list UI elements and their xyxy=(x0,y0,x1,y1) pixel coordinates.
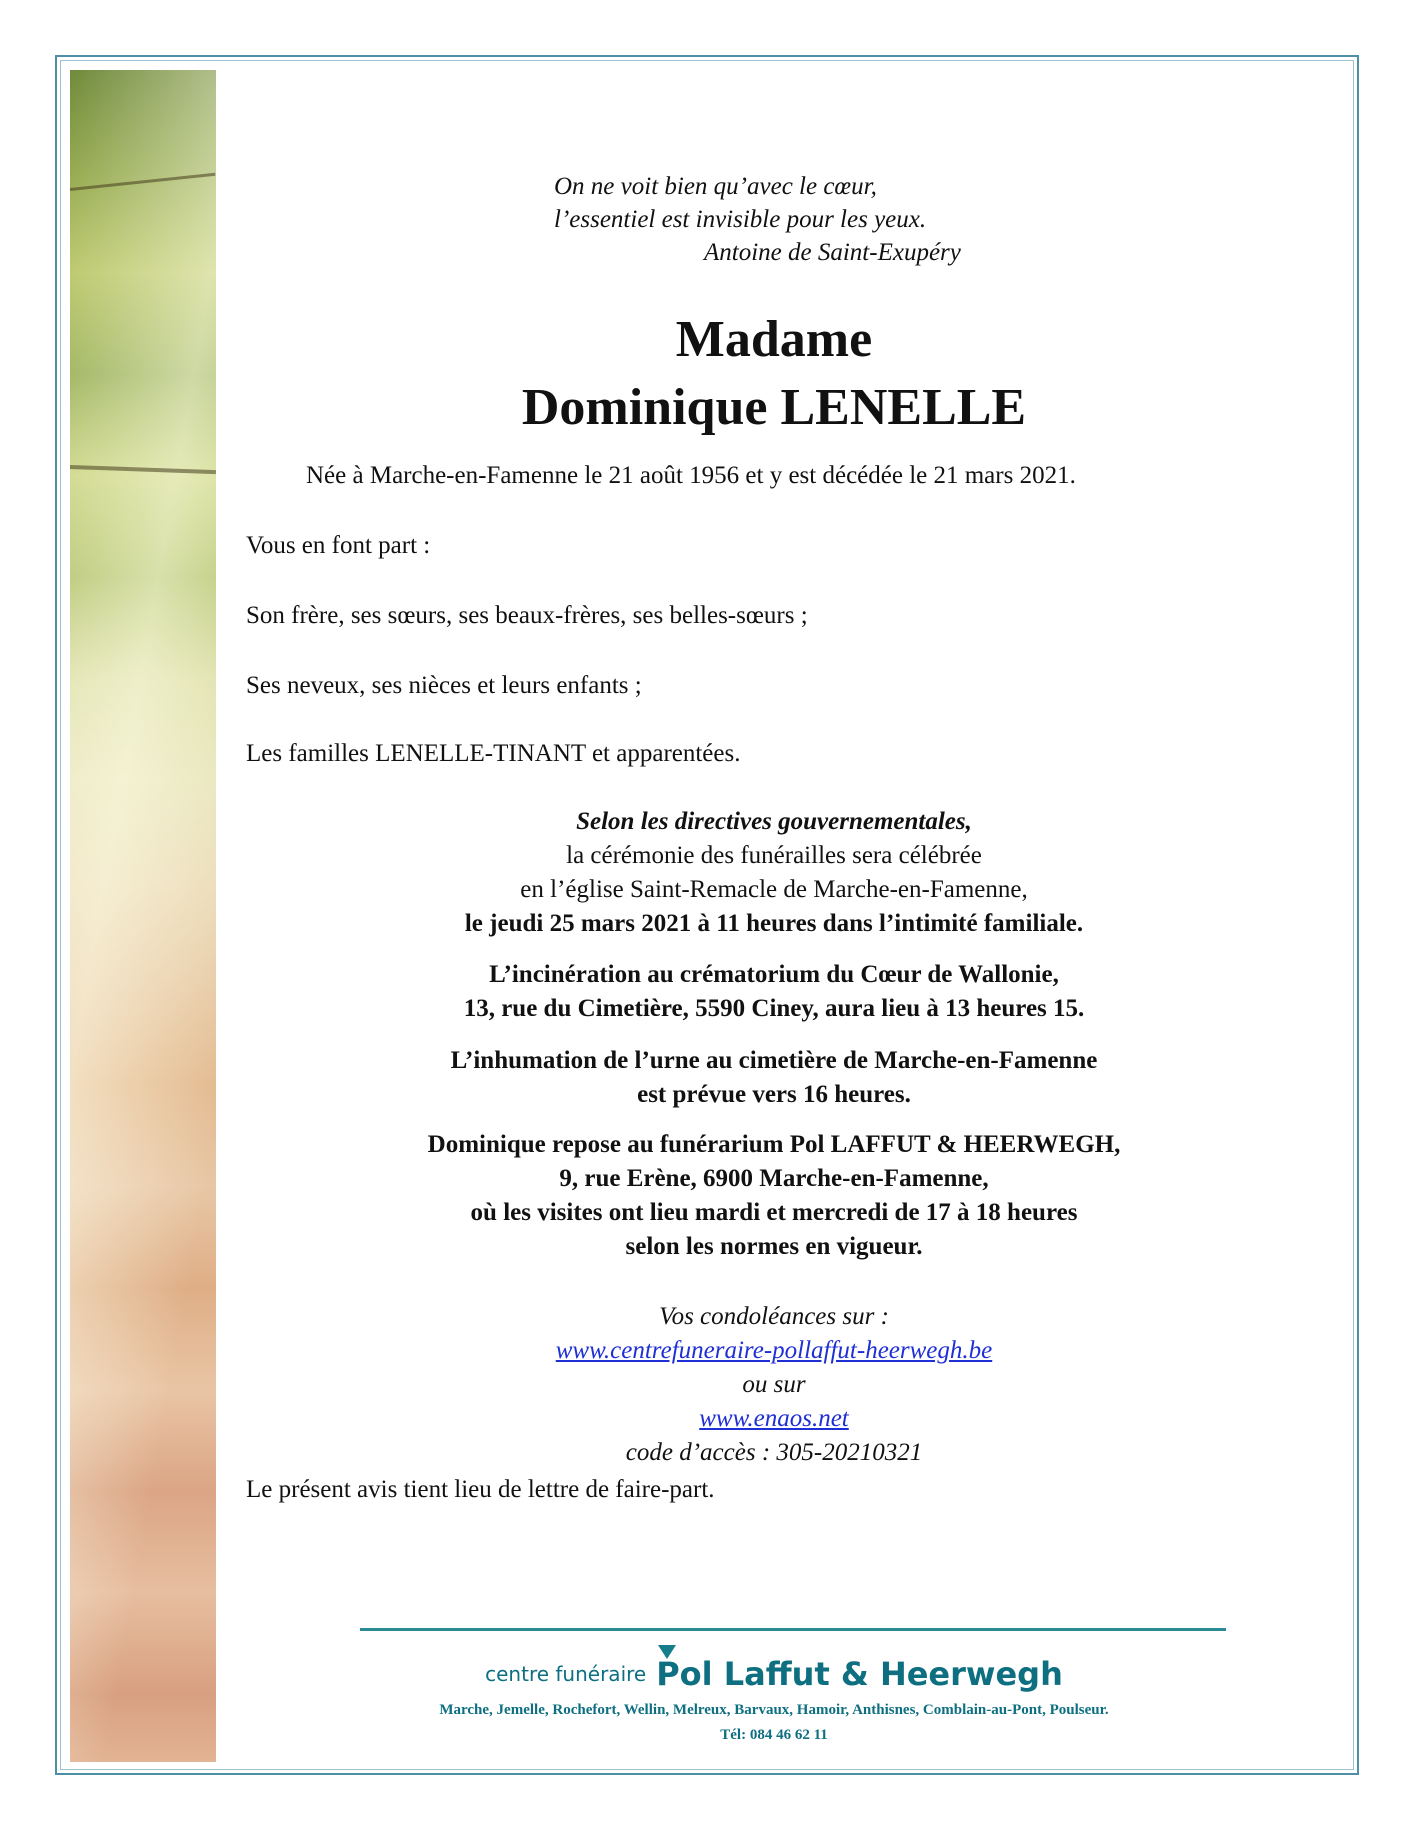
access-code: code d’accès : 305-20210321 xyxy=(625,1439,923,1466)
deceased-name: Dominique LENELLE xyxy=(521,379,1027,436)
footer-phone: Tél: 084 46 62 11 xyxy=(720,1727,828,1743)
quote-line-2: l’essentiel est invisible pour les yeux. xyxy=(554,206,927,233)
ceremony-line-3: le jeudi 25 mars 2021 à 11 heures dans l’intimité familiale. xyxy=(464,910,1084,937)
footer-brand-name: Pol Laffut & Heerwegh xyxy=(656,1655,1063,1693)
announcement-intro: Vous en font part : xyxy=(246,532,431,559)
visits-line-2: 9, rue Erène, 6900 Marche-en-Famenne, xyxy=(559,1165,989,1192)
footer-prefix: centre funéraire xyxy=(485,1662,647,1686)
enaos-website-link[interactable]: www.enaos.net xyxy=(699,1405,849,1432)
tree-branch xyxy=(70,465,216,474)
deceased-name-heading xyxy=(216,306,1332,442)
family-line-families: Les familles LENELLE-TINANT et apparentées. xyxy=(246,740,741,767)
incineration-line-1: L’incinération au crématorium du Cœur de Wallonie, xyxy=(489,961,1059,988)
footer-locations: Marche, Jemelle, Rochefort, Wellin, Melreux, Barvaux, Hamoir, Anthisnes, Comblain-au-Pont, Poulseur. xyxy=(439,1702,1109,1718)
closing-note: Le présent avis tient lieu de lettre de faire-part. xyxy=(246,1476,715,1503)
quote-line-1: On ne voit bien qu’avec le cœur, xyxy=(554,173,877,200)
ceremony-line-1: la cérémonie des funérailles sera célébrée xyxy=(566,842,982,869)
forest-path-image xyxy=(70,70,216,1762)
family-line-nephews: Ses neveux, ses nièces et leurs enfants ; xyxy=(246,672,642,699)
condolences-block xyxy=(216,1300,1332,1470)
deceased-title: Madame xyxy=(675,311,873,368)
visits-line-3: où les visites ont lieu mardi et mercredi de 17 à 18 heures xyxy=(470,1199,1078,1226)
family-line-siblings: Son frère, ses sœurs, ses beaux-frères, ses belles-sœurs ; xyxy=(246,602,808,629)
incineration-line-2: 13, rue du Cimetière, 5590 Ciney, aura lieu à 13 heures 15. xyxy=(463,995,1085,1022)
tree-branch xyxy=(70,173,216,191)
inhumation-line-1: L’inhumation de l’urne au cimetière de Marche-en-Famenne xyxy=(450,1047,1098,1074)
visits-block xyxy=(216,1128,1332,1264)
condolences-intro: Vos condoléances sur : xyxy=(659,1303,889,1330)
quote-author: Antoine de Saint-Exupéry xyxy=(704,239,961,266)
funeral-center-website-link[interactable]: www.centrefuneraire-pollaffut-heerwegh.be xyxy=(555,1337,993,1364)
inhumation-block xyxy=(216,1044,1332,1112)
visits-line-1: Dominique repose au funérarium Pol LAFFUT & HEERWEGH, xyxy=(427,1131,1121,1158)
footer-divider xyxy=(360,1628,1226,1631)
funeral-home-logo xyxy=(216,1655,1332,1693)
ceremony-directive: Selon les directives gouvernementales, xyxy=(576,808,972,835)
condolences-or: ou sur xyxy=(742,1371,806,1398)
ceremony-line-2: en l’église Saint-Remacle de Marche-en-Famenne, xyxy=(520,876,1028,903)
inhumation-line-2: est prévue vers 16 heures. xyxy=(637,1081,911,1108)
incineration-block xyxy=(216,958,1332,1026)
visits-line-4: selon les normes en vigueur. xyxy=(625,1233,923,1260)
epigraph-quote xyxy=(554,170,961,269)
ceremony-block xyxy=(216,805,1332,941)
birth-death-line: Née à Marche-en-Famenne le 21 août 1956 et y est décédée le 21 mars 2021. xyxy=(306,462,1076,489)
